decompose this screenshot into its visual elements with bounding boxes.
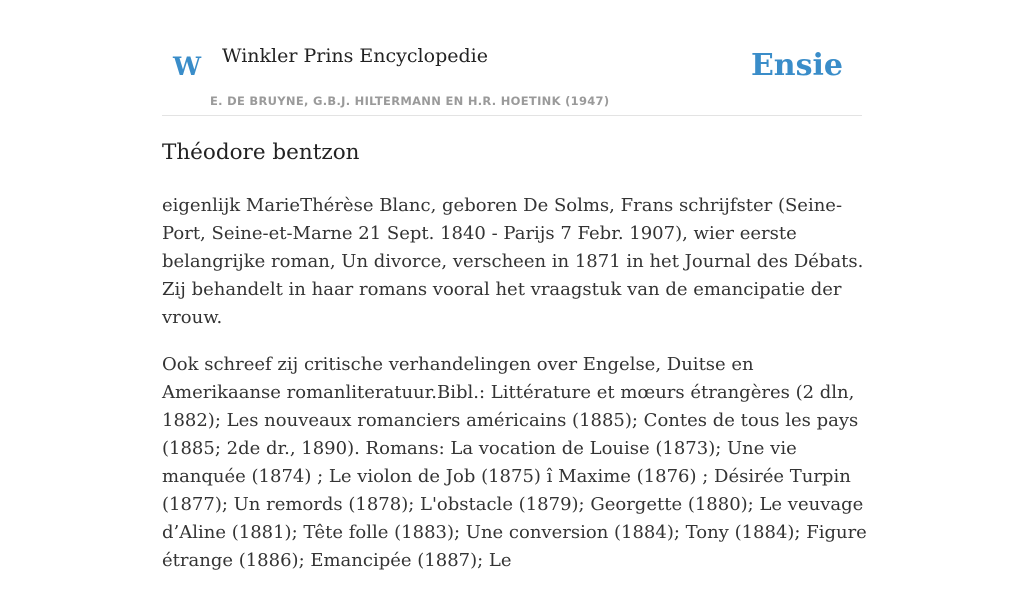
source-logo[interactable]: W bbox=[173, 52, 202, 81]
article-paragraph: Ook schreef zij critische verhandelingen over Engelse, Duitse en Amerikaanse romanliteratuur.Bibl.: Littérature et mœurs étrangères (2 dln, 1882); Les nouveaux romanciers américains (1885); Contes de tous les pays (1885; 2de dr., 1890). Romans: La vocation de Louise (1873); Une vie manquée (1874) ; Le violon de Job (1875) î Maxime (1876) ; Désirée Turpin (1877); Un remords (1878); L'obstacle (1879); Georgette (1880); Le veuvage d’Aline (1881); Tête folle (1883); Une conversion (1884); Tony (1884); Figure étrange (1886); Emancipée (1887); Le bbox=[162, 354, 867, 571]
article-paragraph: eigenlijk MarieThérèse Blanc, geboren De Solms, Frans schrijfster (Seine-Port, Seine-et-Marne 21 Sept. 1840 - Parijs 7 Febr. 1907), wier eerste belangrijke roman, Un divorce, verscheen in 1871 in het Journal des Débats. Zij behandelt in haar romans vooral het vraagstuk van de emancipatie der vrouw. bbox=[162, 195, 864, 328]
brand-logo[interactable]: Ensie bbox=[750, 48, 843, 83]
source-authors: E. DE BRUYNE, G.B.J. HILTERMANN EN H.R. HOETINK (1947) bbox=[210, 94, 610, 108]
article-body bbox=[162, 192, 868, 594]
site-header bbox=[162, 36, 862, 116]
article-title: Théodore bentzon bbox=[162, 140, 360, 165]
source-title[interactable]: Winkler Prins Encyclopedie bbox=[222, 45, 488, 67]
